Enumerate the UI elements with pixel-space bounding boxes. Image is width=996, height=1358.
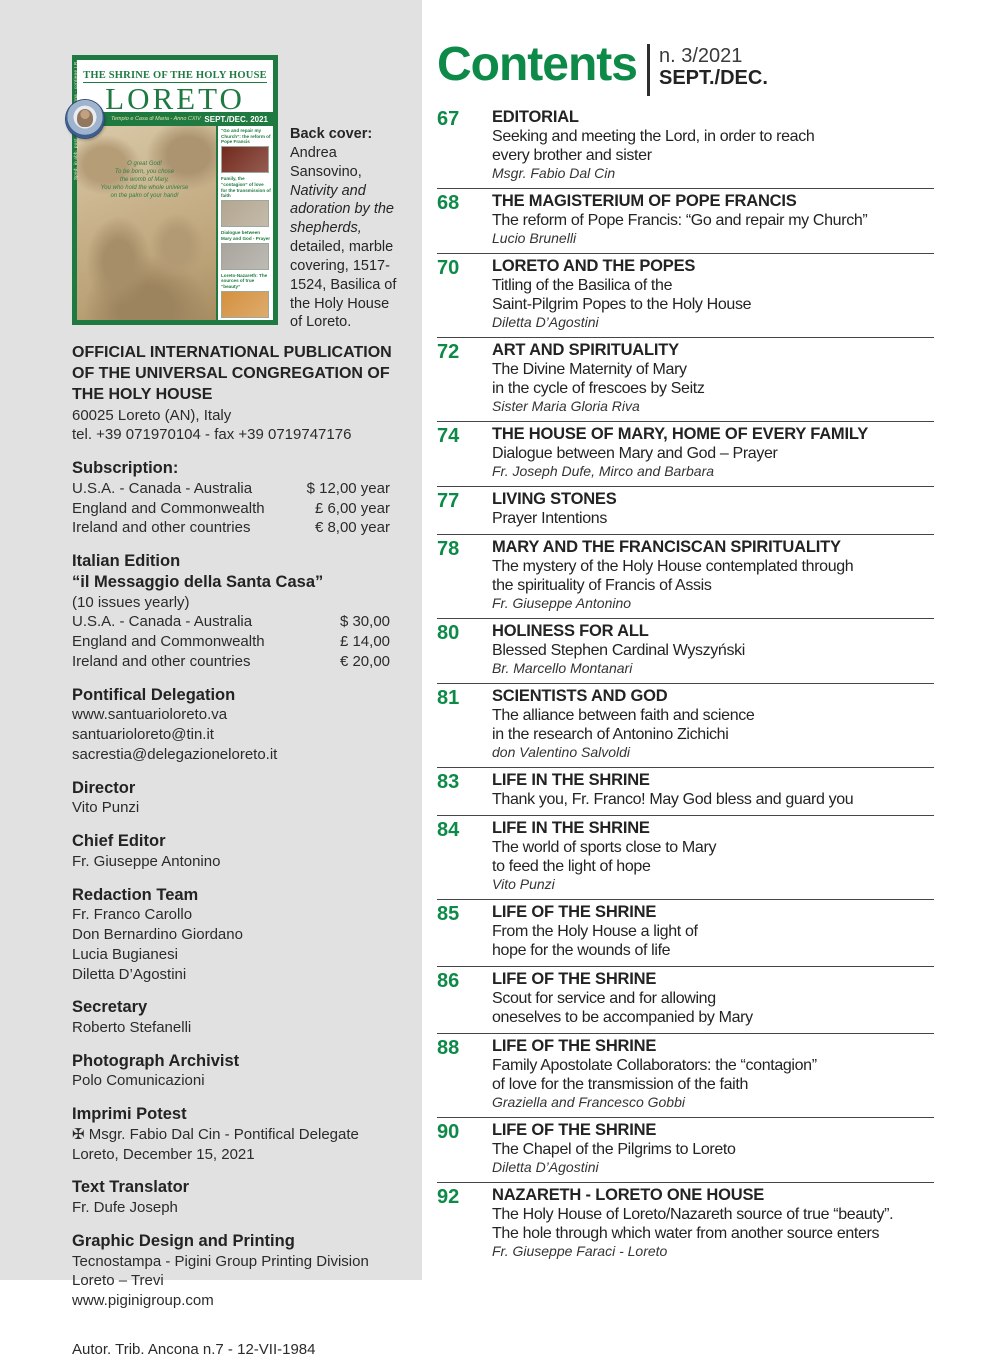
cover-masthead xyxy=(77,60,273,116)
toc-entry-subtitle xyxy=(492,557,934,595)
toc-entry-author: Br. Marcello Montanari xyxy=(492,660,633,676)
toc-entry-body xyxy=(492,621,934,677)
toc-entry-subtitle xyxy=(492,444,934,463)
toc-entry[interactable] xyxy=(437,768,934,816)
toc-entry[interactable] xyxy=(437,816,934,900)
masthead-section-line: Fr. Dufe Joseph xyxy=(72,1199,178,1217)
masthead-section-line: Tecnostampa - Pigini Group Printing Division xyxy=(72,1252,369,1270)
toc-entry-author: Fr. Joseph Dufe, Mirco and Barbara xyxy=(492,463,715,479)
toc-entry-body xyxy=(492,770,934,809)
masthead-section-line: Diletta D’Agostini xyxy=(72,965,187,983)
toc-subtitle-line: every brother and sister xyxy=(492,147,652,164)
toc-page-number: 86 xyxy=(437,970,460,992)
toc-entry[interactable] xyxy=(437,254,934,338)
toc-entry-title: LIFE OF THE SHRINE xyxy=(492,970,657,988)
toc-entry[interactable] xyxy=(437,487,934,535)
toc-entry-title: EDITORIAL xyxy=(492,108,579,126)
toc-entry-subtitle xyxy=(492,641,934,660)
toc-page-number: 74 xyxy=(437,425,460,447)
masthead-panel xyxy=(0,0,422,1358)
masthead-section-line: Don Bernardino Giordano xyxy=(72,926,243,943)
price-row xyxy=(72,612,390,632)
toc-page-number: 68 xyxy=(437,192,460,214)
toc-entry-body xyxy=(492,1185,934,1260)
cover-sidebar-caption: Dialogue between Mary and God - Prayer xyxy=(221,230,271,241)
price-row xyxy=(72,652,390,672)
italian-edition-note: (10 issues yearly) xyxy=(72,593,190,611)
toc-entry-author: Diletta D’Agostini xyxy=(492,314,599,330)
cover-quote-line: To be born, you chose xyxy=(114,169,175,176)
back-cover-artist: Andrea Sansovino, xyxy=(290,144,362,180)
toc-entry-author: Lucio Brunelli xyxy=(492,230,577,246)
toc-entry[interactable] xyxy=(437,189,934,254)
masthead-section xyxy=(72,1231,404,1311)
toc-entry[interactable] xyxy=(437,535,934,619)
toc-entry-title: LIFE OF THE SHRINE xyxy=(492,1037,657,1055)
toc-page-number: 88 xyxy=(437,1037,460,1059)
price-row-value: $ 12,00 year xyxy=(306,479,390,497)
toc-page-number: 90 xyxy=(437,1121,460,1143)
toc-entry[interactable] xyxy=(437,619,934,684)
toc-entry[interactable] xyxy=(437,1034,934,1118)
masthead-section-line: www.piginigroup.com xyxy=(72,1292,214,1310)
publication-title-line: OF THE UNIVERSAL CONGREGATION OF xyxy=(72,365,390,383)
price-row-label: England and Commonwealth xyxy=(72,499,265,517)
cover-sidebar-caption: Loreto-Nazareth: The sources of true “beauty” xyxy=(221,272,268,290)
toc-entry-author: Sister Maria Gloria Riva xyxy=(492,398,640,414)
toc-page-number: 84 xyxy=(437,819,460,841)
toc-entry-body xyxy=(492,424,934,480)
publication-title-line: OFFICIAL INTERNATIONAL PUBLICATION xyxy=(72,344,392,362)
masthead-section-header: Graphic Design and Printing xyxy=(72,1231,295,1250)
price-row-label: England and Commonwealth xyxy=(72,633,265,651)
publication-title-line: THE HOLY HOUSE xyxy=(72,385,213,403)
toc-page-number: 81 xyxy=(437,687,460,709)
toc-page-number: 85 xyxy=(437,903,460,925)
toc-entry-body xyxy=(492,191,934,247)
cover-sidebar-thumbnail xyxy=(221,200,269,227)
toc-subtitle-line: Saint-Pilgrim Popes to the Holy House xyxy=(492,296,752,313)
toc-entry-title: MARY AND THE FRANCISCAN SPIRITUALITY xyxy=(492,538,841,556)
price-row-value: £ 14,00 xyxy=(339,633,390,651)
toc-page-number: 83 xyxy=(437,771,460,793)
toc-entry-subtitle xyxy=(492,838,934,876)
toc-list xyxy=(437,105,934,1266)
toc-subtitle-line: oneselves to be accompanied by Mary xyxy=(492,1009,753,1026)
toc-entry-body xyxy=(492,107,934,182)
contents-column xyxy=(437,0,934,1266)
masthead-section-line: Roberto Stefanelli xyxy=(72,1019,192,1037)
cover-sidebar-thumbnail xyxy=(221,243,269,270)
toc-subtitle-line: The mystery of the Holy House contemplated through xyxy=(492,558,854,575)
toc-entry-body xyxy=(492,537,934,612)
price-row-label: U.S.A. - Canada - Australia xyxy=(72,479,253,497)
toc-subtitle-line: Seeking and meeting the Lord, in order to reach xyxy=(492,128,815,145)
toc-subtitle-line: The alliance between faith and science xyxy=(492,707,755,724)
toc-page-number: 80 xyxy=(437,622,460,644)
subscription-header: Subscription: xyxy=(72,459,179,478)
cover-sidebar-item xyxy=(221,176,271,227)
cover-emblem-icon xyxy=(66,100,104,138)
masthead-section-line: Lucia Bugianesi xyxy=(72,945,178,963)
toc-subtitle-line: From the Holy House a light of xyxy=(492,923,698,940)
toc-entry-subtitle xyxy=(492,706,934,744)
masthead-section-line: Loreto, December 15, 2021 xyxy=(72,1145,255,1163)
toc-entry-title: ART AND SPIRITUALITY xyxy=(492,341,679,359)
masthead-section-line: santuarioloreto@tin.it xyxy=(72,726,214,744)
toc-subtitle-line: in the research of Antonino Zichichi xyxy=(492,726,729,743)
publication-title xyxy=(72,343,404,405)
italian-edition-subheader: “il Messaggio della Santa Casa” xyxy=(72,572,324,591)
price-row xyxy=(72,518,390,538)
toc-entry-subtitle xyxy=(492,1140,934,1159)
masthead-section-header: Pontifical Delegation xyxy=(72,685,236,704)
toc-entry-body xyxy=(492,1036,934,1111)
toc-entry-subtitle xyxy=(492,211,934,230)
price-row xyxy=(72,479,390,499)
cover-sidebar-item xyxy=(221,230,271,269)
price-row-label: U.S.A. - Canada - Australia xyxy=(72,613,253,631)
masthead-section-header: Photograph Archivist xyxy=(72,1051,240,1070)
cover-sidebar-thumbnail xyxy=(221,146,269,173)
toc-entry[interactable] xyxy=(437,105,934,189)
cover-quote-line: O great God! xyxy=(127,161,162,167)
tribunal-authorization: Autor. Trib. Ancona n.7 - 12-VII-1984 xyxy=(72,1340,316,1358)
back-cover-details: detailed, marble covering, 1517-1524, Basilica of the Holy House of Loreto. xyxy=(290,239,397,331)
price-row-value: £ 6,00 year xyxy=(314,499,390,517)
toc-entry-author: Fr. Giuseppe Antonino xyxy=(492,595,632,611)
toc-entry-subtitle xyxy=(492,127,934,165)
toc-entry-title: LIFE IN THE SHRINE xyxy=(492,771,650,789)
masthead-section xyxy=(72,778,404,818)
back-cover-note xyxy=(290,125,404,332)
issue-number: n. 3/2021 xyxy=(658,45,743,67)
toc-subtitle-line: Prayer Intentions xyxy=(492,510,608,527)
toc-subtitle-line: the spirituality of Francis of Assis xyxy=(492,577,712,594)
toc-entry[interactable] xyxy=(437,1183,934,1266)
cover-masthead-large: LORETO xyxy=(105,81,245,116)
publication-block xyxy=(72,343,404,445)
toc-entry-title: HOLINESS FOR ALL xyxy=(492,622,649,640)
toc-entry-body xyxy=(492,902,934,960)
toc-page-number: 72 xyxy=(437,341,460,363)
issue-date: SEPT./DEC. xyxy=(658,67,768,89)
cover-quote-line: You who hold the whole universe xyxy=(100,185,189,192)
toc-page-number: 78 xyxy=(437,538,460,560)
toc-entry-subtitle xyxy=(492,1056,934,1094)
toc-entry-author: Graziella and Francesco Gobbi xyxy=(492,1094,685,1110)
contents-title: Contents xyxy=(437,38,637,91)
price-row-value: $ 30,00 xyxy=(339,613,390,631)
toc-subtitle-line: The hole through which water from another source enters xyxy=(492,1225,880,1242)
toc-entry-subtitle xyxy=(492,922,934,960)
back-cover-label: Back cover: xyxy=(290,126,373,142)
toc-entry-title: LIFE OF THE SHRINE xyxy=(492,1121,657,1139)
toc-subtitle-line: The Chapel of the Pilgrims to Loreto xyxy=(492,1141,736,1158)
toc-entry-subtitle xyxy=(492,276,934,314)
contents-header xyxy=(437,38,934,96)
toc-entry-author: Vito Punzi xyxy=(492,876,555,892)
toc-entry-title: LIVING STONES xyxy=(492,490,617,508)
cover-strapline: Tempio e Casa di Maria - Anno CXIV xyxy=(111,116,201,122)
toc-entry-title: THE HOUSE OF MARY, HOME OF EVERY FAMILY xyxy=(492,425,869,443)
masthead-section-header: Chief Editor xyxy=(72,832,166,851)
price-row xyxy=(72,632,390,652)
toc-entry-title: LORETO AND THE POPES xyxy=(492,257,696,275)
toc-entry-body xyxy=(492,1120,934,1176)
cover-sidebar-caption: Family, the “contagion” of love for the transmission of faith xyxy=(221,176,271,199)
cover-quote-line: on the palm of your hand! xyxy=(110,193,179,200)
price-row xyxy=(72,499,390,519)
publication-address: 60025 Loreto (AN), Italy xyxy=(72,406,232,424)
masthead-section-header: Text Translator xyxy=(72,1178,190,1197)
price-row-value: € 20,00 xyxy=(339,652,390,670)
masthead-section-line: www.santuarioloreto.va xyxy=(72,706,228,724)
masthead-section xyxy=(72,1177,404,1217)
toc-subtitle-line: of love for the transmission of the faith xyxy=(492,1076,749,1093)
masthead-section-line: Polo Comunicazioni xyxy=(72,1072,205,1090)
toc-entry[interactable] xyxy=(437,422,934,487)
masthead-section-line: Fr. Giuseppe Antonino xyxy=(72,852,221,870)
cover-masthead-small: THE SHRINE OF THE HOLY HOUSE xyxy=(83,70,267,81)
price-row-label: Ireland and other countries xyxy=(72,519,251,537)
toc-entry-author: don Valentino Salvoldi xyxy=(492,744,631,760)
issue-block xyxy=(659,42,768,90)
cover-sidebar-caption: “Go and repair my Church”: the reform of Pope Francis xyxy=(221,128,271,145)
price-row-label: Ireland and other countries xyxy=(72,652,251,670)
toc-entry-body xyxy=(492,340,934,415)
italian-edition-section xyxy=(72,551,404,671)
cover-quote xyxy=(83,160,206,200)
magazine-cover xyxy=(72,55,278,325)
toc-entry-body xyxy=(492,489,934,528)
masthead-section xyxy=(72,831,404,871)
masthead-section-line: Loreto – Trevi xyxy=(72,1272,164,1290)
toc-page-number: 77 xyxy=(437,490,460,512)
subscription-section xyxy=(72,458,404,538)
cover-sidebar-item xyxy=(221,273,271,318)
toc-subtitle-line: Family Apostolate Collaborators: the “contagion” xyxy=(492,1057,817,1074)
toc-entry-author: Fr. Giuseppe Faraci - Loreto xyxy=(492,1243,668,1259)
toc-entry-title: LIFE OF THE SHRINE xyxy=(492,903,657,921)
masthead-section-line: sacrestia@delegazioneloreto.it xyxy=(72,745,278,763)
toc-entry-subtitle xyxy=(492,989,934,1027)
toc-subtitle-line: Thank you, Fr. Franco! May God bless and guard you xyxy=(492,791,854,808)
masthead-section-header: Imprimi Potest xyxy=(72,1105,187,1124)
masthead-section-line: ✠ Msgr. Fabio Dal Cin - Pontifical Delegate xyxy=(72,1125,359,1143)
toc-entry-body xyxy=(492,686,934,761)
toc-entry-subtitle xyxy=(492,1205,934,1243)
toc-subtitle-line: Blessed Stephen Cardinal Wyszyński xyxy=(492,642,745,659)
toc-entry-body xyxy=(492,256,934,331)
toc-subtitle-line: to feed the light of hope xyxy=(492,858,651,875)
publication-phone: tel. +39 071970104 - fax +39 0719747176 xyxy=(72,426,352,444)
toc-entry-body xyxy=(492,969,934,1027)
toc-subtitle-line: Dialogue between Mary and God – Prayer xyxy=(492,445,778,462)
masthead-section-line: Vito Punzi xyxy=(72,799,140,817)
toc-entry-body xyxy=(492,818,934,893)
cover-issue-date: SEPT./DEC. 2021 xyxy=(204,114,268,124)
masthead-section-line: Fr. Franco Carollo xyxy=(72,906,193,924)
italian-edition-header: Italian Edition xyxy=(72,552,181,571)
toc-page-number: 70 xyxy=(437,257,460,279)
back-cover-work: Nativity and adoration by the shepherds, xyxy=(290,182,394,237)
masthead-section xyxy=(72,685,404,765)
toc-entry[interactable] xyxy=(437,900,934,967)
masthead-section xyxy=(72,1051,404,1091)
toc-entry-subtitle xyxy=(492,790,934,809)
toc-entry[interactable] xyxy=(437,338,934,422)
toc-page-number: 67 xyxy=(437,108,460,130)
toc-entry[interactable] xyxy=(437,967,934,1034)
toc-entry-subtitle xyxy=(492,360,934,398)
cover-sidebar xyxy=(216,126,273,320)
masthead-section-header: Redaction Team xyxy=(72,885,199,904)
toc-subtitle-line: The Holy House of Loreto/Nazareth source of true “beauty”. xyxy=(492,1206,894,1223)
toc-entry[interactable] xyxy=(437,684,934,768)
toc-subtitle-line: Titling of the Basilica of the xyxy=(492,277,673,294)
toc-subtitle-line: Scout for service and for allowing xyxy=(492,990,716,1007)
toc-subtitle-line: The reform of Pope Francis: “Go and repair my Church” xyxy=(492,212,868,229)
cover-relief-photo xyxy=(77,126,216,320)
toc-entry-title: SCIENTISTS AND GOD xyxy=(492,687,668,705)
toc-entry-author: Diletta D’Agostini xyxy=(492,1159,599,1175)
toc-page-number: 92 xyxy=(437,1186,460,1208)
cover-sidebar-thumbnail xyxy=(221,291,269,318)
masthead-section xyxy=(72,997,404,1037)
toc-entry-subtitle xyxy=(492,509,934,528)
toc-entry-title: LIFE IN THE SHRINE xyxy=(492,819,650,837)
price-row-value: € 8,00 year xyxy=(314,519,390,537)
toc-subtitle-line: The world of sports close to Mary xyxy=(492,839,717,856)
toc-entry-title: NAZARETH - LORETO ONE HOUSE xyxy=(492,1186,765,1204)
toc-subtitle-line: in the cycle of frescoes by Seitz xyxy=(492,380,705,397)
toc-subtitle-line: hope for the wounds of life xyxy=(492,942,671,959)
cover-sidebar-item xyxy=(221,128,271,173)
header-divider xyxy=(647,44,650,96)
masthead-section xyxy=(72,1104,404,1164)
toc-entry-author: Msgr. Fabio Dal Cin xyxy=(492,165,616,181)
masthead-section-header: Director xyxy=(72,778,136,797)
cover-quote-line: the womb of Mary, xyxy=(120,177,169,184)
masthead-section-header: Secretary xyxy=(72,998,148,1017)
masthead-section xyxy=(72,885,404,985)
toc-entry[interactable] xyxy=(437,1118,934,1183)
toc-subtitle-line: The Divine Maternity of Mary xyxy=(492,361,687,378)
toc-entry-title: THE MAGISTERIUM OF POPE FRANCIS xyxy=(492,192,797,210)
